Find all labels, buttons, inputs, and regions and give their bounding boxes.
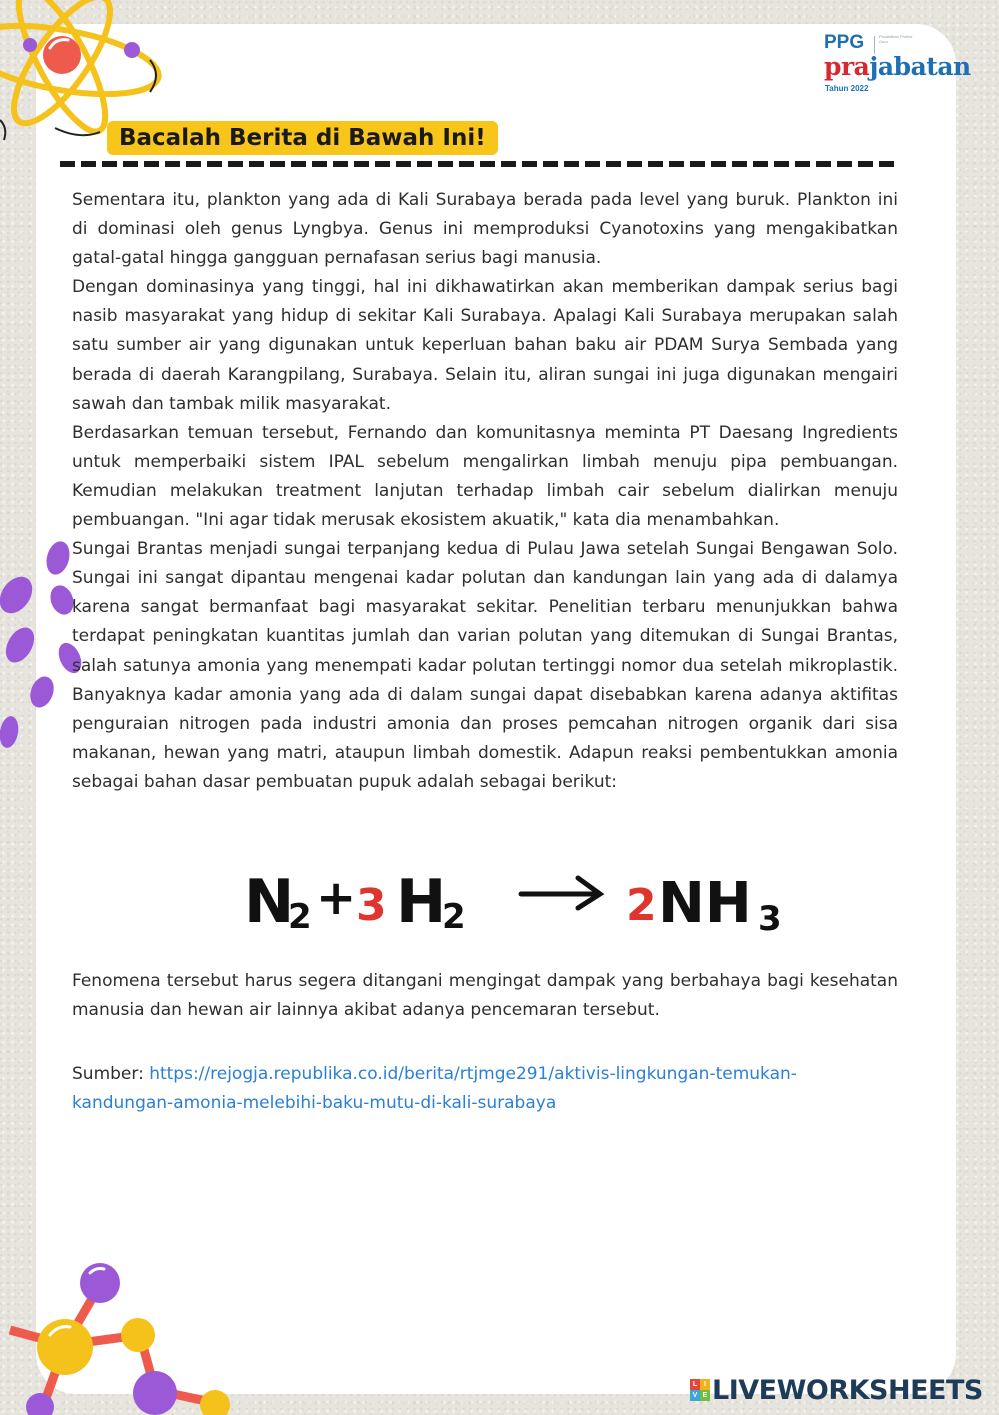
dashed-divider	[60, 161, 898, 167]
equation-h: H	[396, 867, 447, 937]
purple-oval-7	[0, 715, 21, 750]
chemical-equation	[238, 850, 798, 940]
article-source	[72, 1060, 898, 1118]
atom-electron-1	[23, 38, 37, 52]
equation-h-subscript: 2	[442, 897, 466, 937]
article-paragraph-4: Sungai Brantas menjadi sungai terpanjang kedua di Pulau Jawa setelah Sungai Bengawan Solo. Sungai ini sangat dipantau mengenai kadar polutan dan kandungan lain yang ada di dalamya karena sangat bermanfaat bagi masyarakat sekitar. Penelitian terbaru menunjukkan bahwa terdapat peningkatan kuantitas jumlah dan varian polutan yang ditemukan di Sungai Brantas, salah satunya amonia yang menempati kadar polutan tertinggi nomor dua setelah mikroplastik. Banyaknya kadar amonia yang ada di dalam sungai dapat disebabkan karena adanya aktifitas penguraian nitrogen pada industri amonia dan proses pemcahan nitrogen organik dari sisa makanan, hewan yang matri, ataupun limbah domestik. Adapun reaksi pembentukkan amonia sebagai bahan dasar pembuatan pupuk adalah sebagai berikut:	[72, 539, 898, 792]
source-link[interactable]: https://rejogja.republika.co.id/berita/rtjmge291/aktivis-lingkungan-temukan-kandungan-amonia-melebihi-baku-mutu-di-kali-surabaya	[72, 1064, 797, 1113]
ppg-prajabatan-logo	[824, 32, 971, 98]
molecule-atom-5	[200, 1390, 230, 1415]
lw-icon-v: V	[690, 1390, 700, 1401]
atom-nucleus	[43, 36, 81, 74]
logo-ppg-text: PPG	[824, 32, 865, 53]
equation-nh: NH	[658, 871, 752, 936]
lw-icon-e: E	[700, 1390, 710, 1401]
molecule-atom-4	[133, 1371, 177, 1415]
lw-icon-i: I	[700, 1379, 710, 1390]
equation-n: N	[244, 867, 295, 937]
liveworksheets-icon	[690, 1379, 710, 1401]
article-paragraph-1: Sementara itu, plankton yang ada di Kali Surabaya berada pada level yang buruk. Plankton ini di dominasi oleh genus Lyngbya. Genus ini memproduksi Cyanotoxins yang mengakibatkan gatal-gatal hingga gangguan pernafasan serius bagi manusia.	[72, 190, 898, 269]
lw-icon-l: L	[690, 1379, 700, 1390]
logo-jabatan: jabatan	[869, 52, 971, 81]
page-title: Bacalah Berita di Bawah Ini!	[107, 121, 498, 155]
article-closing-paragraph: Fenomena tersebut harus segera ditangani mengingat dampak yang berbahaya bagi kesehatan manusia dan hewan air lainnya akibat adanya pencemaran tersebut.	[72, 971, 898, 1020]
purple-oval-4	[0, 623, 40, 668]
atom-sketch-line-3	[0, 120, 5, 140]
molecule-decoration	[0, 1255, 240, 1415]
logo-prajabatan-text	[824, 52, 971, 81]
logo-pra: pra	[824, 52, 870, 81]
atom-electron-2	[124, 42, 140, 58]
equation-nh-subscript: 3	[758, 899, 782, 939]
purple-oval-6	[26, 673, 58, 711]
liveworksheets-text: LIVEWORKSHEETS	[712, 1374, 983, 1406]
article-body	[72, 186, 898, 797]
article-paragraph-3: Berdasarkan temuan tersebut, Fernando dan komunitasnya meminta PT Daesang Ingredients untuk memperbaiki sistem IPAL sebelum mengalirkan limbah menuju pipa pembuangan. Kemudian melakukan treatment lanjutan terhadap limbah cair sebelum dialirkan menuju pembuangan. "Ini agar tidak merusak ekosistem akuatik," kata dia menambahkan.	[72, 422, 898, 531]
liveworksheets-brand[interactable]	[690, 1374, 983, 1406]
purple-oval-1	[43, 540, 73, 577]
logo-year: Tahun 2022	[825, 84, 869, 93]
equation-coefficient-2: 2	[626, 880, 657, 931]
equation-coefficient-3: 3	[356, 880, 387, 931]
purple-oval-2	[0, 571, 39, 620]
logo-mini-text: Pendidikan Profesi Guru	[879, 34, 913, 44]
equation-arrow	[521, 878, 600, 908]
article-paragraph-2: Dengan dominasinya yang tinggi, hal ini dikhawatirkan akan memberikan dampak serius bagi nasib masyarakat yang hidup di sekitar Kali Surabaya. Apalagi Kali Surabaya merupakan salah satu sumber air yang digunakan untuk keperluan bahan baku air PDAM Surya Sembada yang berada di daerah Karangpilang, Surabaya. Selain itu, aliran sungai ini juga digunakan mengairi sawah dan tambak milik masyarakat.	[72, 277, 898, 414]
molecule-atom-3	[121, 1318, 155, 1352]
equation-n-subscript: 2	[288, 897, 312, 937]
equation-plus: +	[316, 870, 357, 926]
source-label: Sumber:	[72, 1064, 150, 1084]
